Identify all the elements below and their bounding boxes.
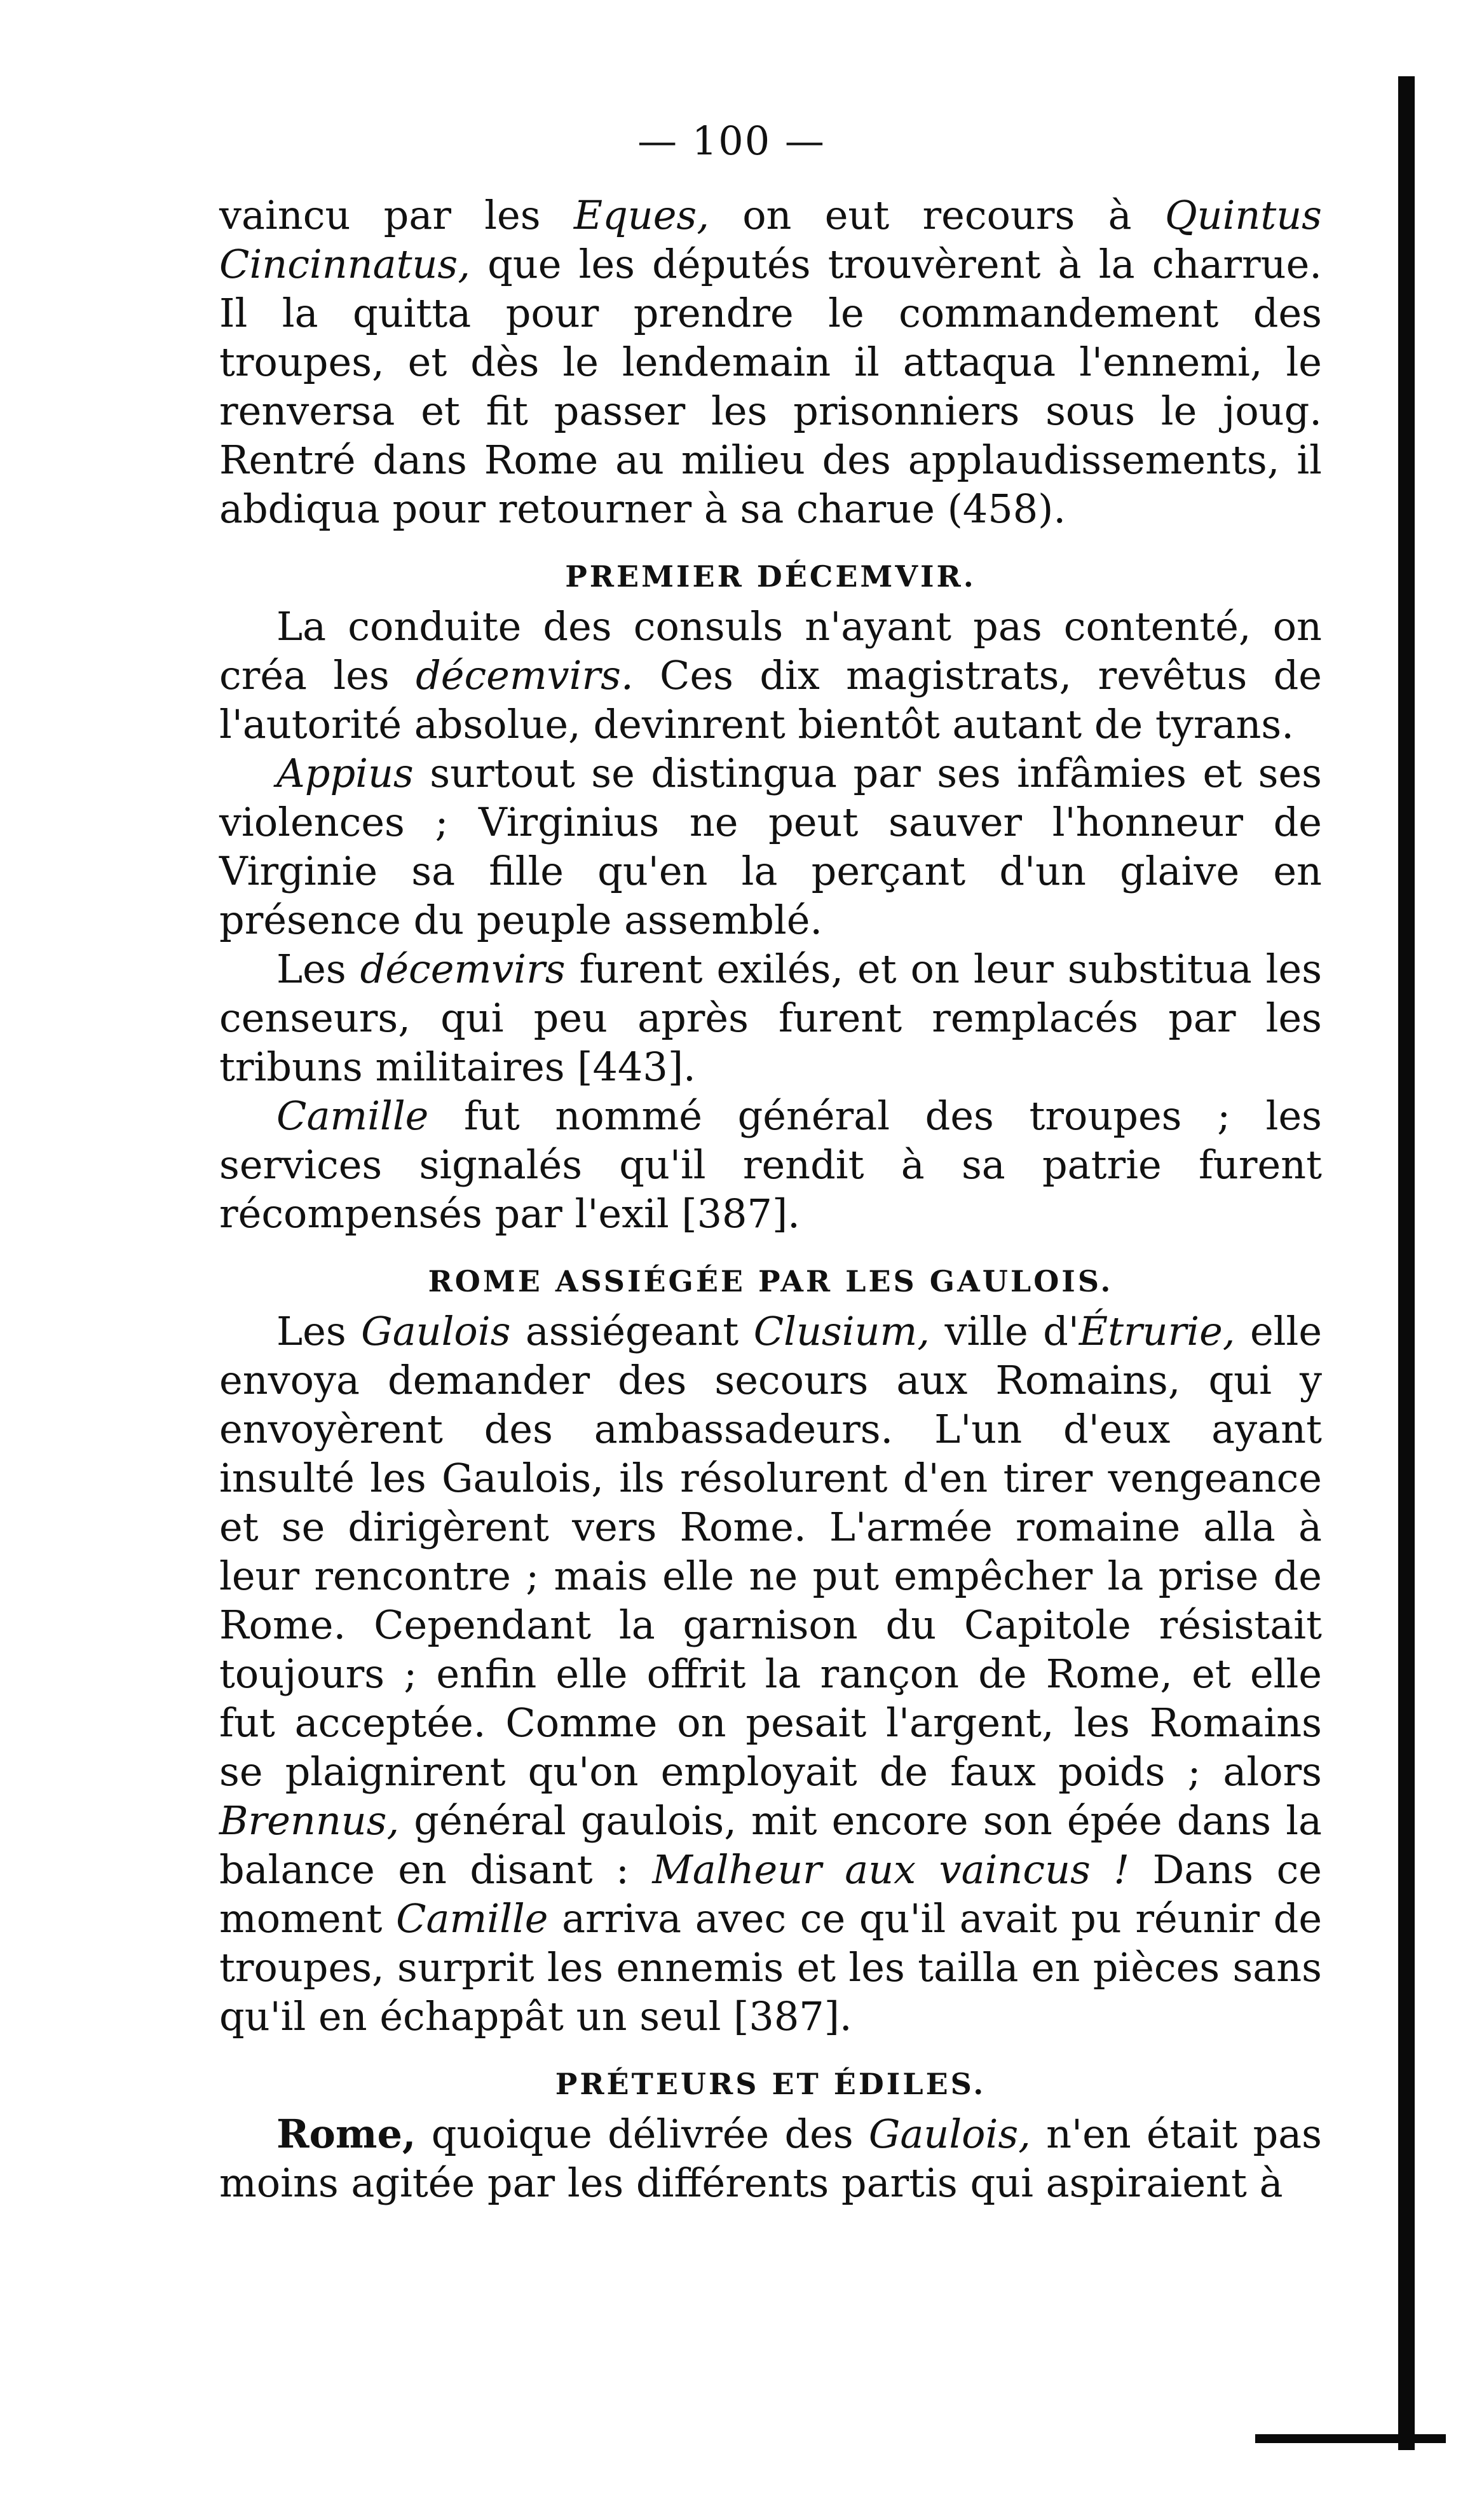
page-edge-shadow	[1398, 76, 1415, 2450]
page-number: — 100 —	[637, 118, 826, 164]
text-run: on eut recours à	[709, 192, 1165, 238]
text-run: arriva avec ce qu'il avait pu réunir de troupes, surprit les ennemis et les tailla en pièces sans qu'il en échappât un seul [387].	[219, 1895, 1323, 2040]
paragraph-decemvirs	[219, 602, 1322, 749]
bold-word: Rome,	[276, 2111, 416, 2157]
page-body	[219, 191, 1322, 2207]
text-run: quoique délivrée des	[416, 2111, 869, 2157]
page-corner-shadow	[1255, 2434, 1446, 2443]
paragraph-appius	[219, 749, 1322, 944]
text-run: surtout se distingua par ses infâmies et ses violences ; Virginius ne peut sauver l'honneur de Virginie sa fille qu'en la perçant d'un glaive en présence du peuple assemblé.	[219, 750, 1322, 943]
text-run: elle envoya demander des secours aux Romains, qui y envoyèrent des ambassadeurs. L'un d'eux ayant insulté les Gaulois, ils résolurent d'en tirer vengeance et se dirigèrent vers Rome. L'armée romaine alla à leur rencontre ; mais elle ne put empêcher la prise de Rome. Cependant la garnison du Capitole résistait toujours ; enfin elle offrit la rançon de Rome, et elle fut acceptée. Comme on pesait l'argent, les Romains se plaignirent qu'on employait de faux poids ; alors	[219, 1308, 1323, 1795]
text-run: fut nommé général des troupes ; les services signalés qu'il rendit à sa patrie furent récompensés par l'exil [387].	[219, 1093, 1322, 1237]
italic-name: Étrurie,	[1079, 1308, 1235, 1354]
paragraph-preteurs	[219, 2109, 1322, 2207]
paragraph-camille	[219, 1091, 1322, 1238]
text-run: assiégeant	[510, 1308, 754, 1354]
text-run: que les députés trouvèrent à la charrue. Il la quitta pour prendre le commandement des troupes, et dès le lendemain il attaqua l'ennemi, le renversa et fit passer les prisonniers sous le joug. Rentré dans Rome au milieu des applaudissements, il abdiqua pour retourner à sa charue (458).	[219, 241, 1322, 532]
text-run: La conduite des consuls n'ayant pas contenté, on créa les	[219, 603, 1322, 698]
text-run: Les	[276, 1308, 362, 1354]
paragraph-exile-decemvirs	[219, 944, 1322, 1091]
italic-name: Gaulois	[361, 1308, 511, 1354]
italic-term: décemvirs.	[416, 652, 634, 698]
italic-name: Gaulois,	[868, 2111, 1031, 2157]
section-heading-preteurs: PRÉTEURS ET ÉDILES.	[555, 2067, 986, 2101]
italic-name: Brennus,	[219, 1797, 400, 1844]
italic-quote: Malheur aux vaincus !	[652, 1846, 1130, 1893]
italic-name: Appius	[276, 750, 414, 796]
text-run: Les	[276, 946, 360, 992]
paragraph-cincinnatus	[219, 191, 1322, 533]
text-run: général gaulois, mit encore son épée dans la balance en disant :	[219, 1797, 1322, 1893]
italic-name: Quintus Cincinnatus,	[219, 192, 1322, 287]
text-run: n'en était pas moins agitée par les différents partis qui aspiraient à	[219, 2111, 1322, 2206]
italic-name: Camille	[396, 1895, 548, 1942]
text-run: vaincu par les	[219, 192, 574, 238]
paragraph-gaulois	[219, 1307, 1322, 2041]
italic-name: Clusium,	[753, 1308, 930, 1354]
text-run: Dans ce moment	[219, 1846, 1322, 1942]
text-run: ville d'	[929, 1308, 1079, 1354]
italic-term: Eques,	[573, 192, 709, 238]
section-heading-premier-decemvir: PREMIER DÉCEMVIR.	[565, 559, 976, 594]
italic-name: Camille	[276, 1093, 429, 1139]
section-heading-rome-assiegee: ROME ASSIÉGÉE PAR LES GAULOIS.	[428, 1264, 1113, 1298]
text-run: Ces dix magistrats, revêtus de l'autorité absolue, devinrent bientôt autant de tyrans.	[219, 652, 1322, 747]
text-run: furent exilés, et on leur substitua les censeurs, qui peu après furent remplacés par les tribuns militaires [443].	[219, 946, 1323, 1090]
italic-term: décemvirs	[360, 946, 566, 992]
